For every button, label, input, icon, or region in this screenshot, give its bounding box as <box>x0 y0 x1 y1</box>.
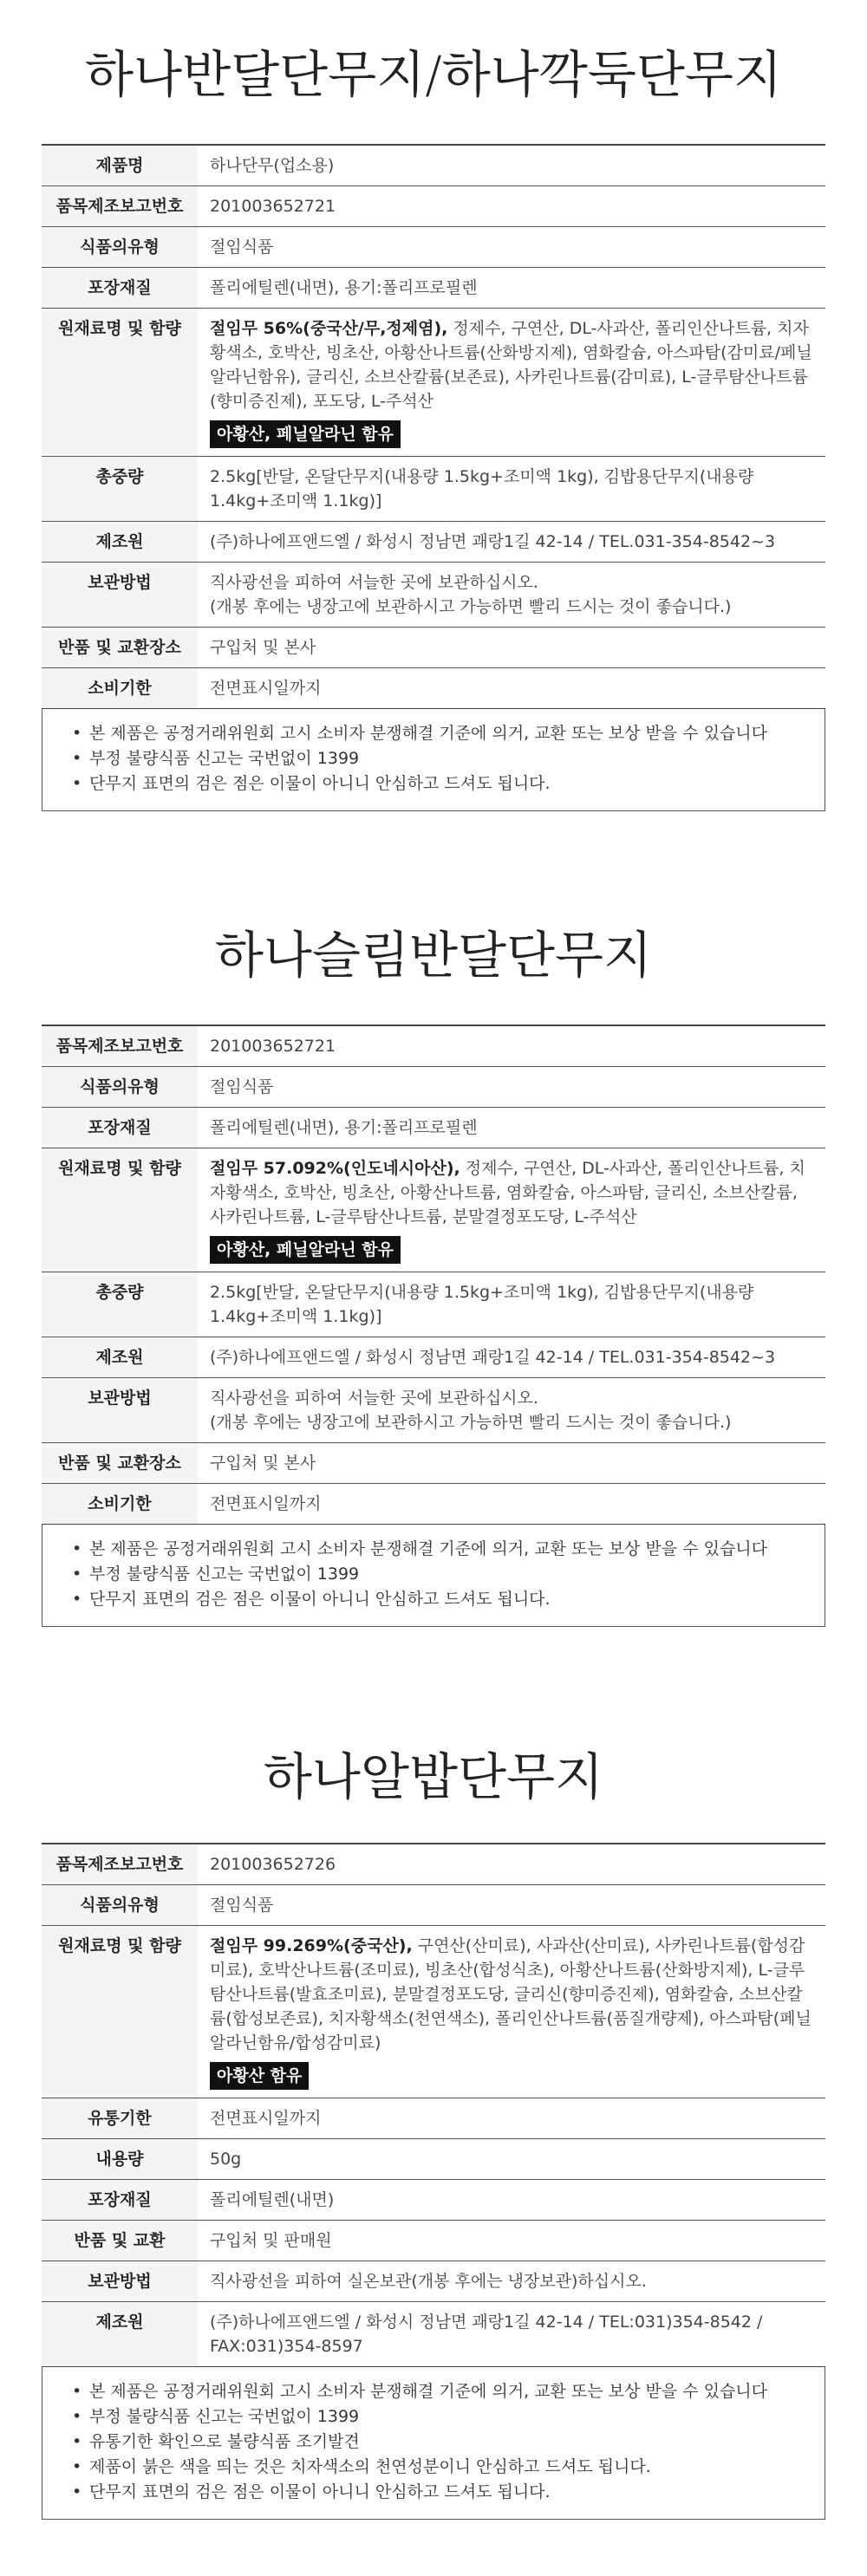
spec-label: 식품의유형 <box>42 1885 198 1926</box>
spec-value: 2.5kg[반달, 온달단무지(내용량 1.5kg+조미액 1kg), 김밥용단무지(내용량 1.4kg+조미액 1.1kg)] <box>198 457 825 522</box>
spec-row <box>42 1108 825 1148</box>
spec-row <box>42 1378 825 1443</box>
spec-value: 전면표시일까지 <box>198 1484 825 1525</box>
spec-label: 보관방법 <box>42 1378 198 1443</box>
allergen-badge: 아황산, 페닐알라닌 함유 <box>210 420 401 448</box>
spec-label: 제조원 <box>42 2302 198 2367</box>
spec-value: 폴리에틸렌(내면), 용기:폴리프로필렌 <box>198 268 825 309</box>
main-ingredient: 절임무 57.092%(인도네시아산), <box>210 1159 460 1178</box>
product-spec-table-2 <box>42 1025 825 1525</box>
notice-item: • 본 제품은 공정거래위원회 고시 소비자 분쟁해결 기준에 의거, 교환 또는 보상 받을 수 있습니다 <box>72 2379 804 2404</box>
allergen-badge: 아황산, 페닐알라닌 함유 <box>210 1236 401 1264</box>
spec-row <box>42 2221 825 2261</box>
spec-row <box>42 1067 825 1108</box>
product-spec-table-3 <box>42 1843 825 2367</box>
spec-row <box>42 2098 825 2139</box>
spec-value: 폴리에틸렌(내면) <box>198 2180 825 2221</box>
spec-row <box>42 1443 825 1484</box>
spec-label: 품목제조보고번호 <box>42 186 198 227</box>
product-spec-table-1 <box>42 144 825 709</box>
spec-label: 유통기한 <box>42 2098 198 2139</box>
spec-row <box>42 145 825 186</box>
spec-row <box>42 309 825 457</box>
ingredients-text: 정제수, 구연산, DL-사과산, 폴리인산나트륨, 치자황색소, 호박산, 빙초산, 아황산나트륨, 염화칼슘, 아스파탐, 글리신, 소브산칼륨, 사카린나트륨, L-글루탐산나트륨, 분말결정포도당, L-주석산 <box>210 1159 805 1226</box>
spec-label: 식품의유형 <box>42 1067 198 1108</box>
spec-label: 원재료명 및 함량 <box>42 1148 198 1272</box>
spec-row <box>42 1885 825 1926</box>
spec-row <box>42 2261 825 2302</box>
spec-label: 포장재질 <box>42 2180 198 2221</box>
spec-label: 제조원 <box>42 522 198 563</box>
spec-label: 반품 및 교환장소 <box>42 1443 198 1484</box>
spec-row <box>42 563 825 628</box>
spec-row <box>42 2302 825 2367</box>
ingredients-text: 정제수, 구연산, DL-사과산, 폴리인산나트륨, 치자황색소, 호박산, 빙초산, 아황산나트륨(산화방지제), 염화칼슘, 아스파탐(감미료/페닐알라닌함유), 글리신, 소브산칼륨(보존료), 사카린나트륨(감미료), L-글루탐산나트륨(향미증진제), 포도당, L-주석산 <box>210 319 812 411</box>
spec-value: (주)하나에프앤드엘 / 화성시 정남면 괘랑1길 42-14 / TEL:031)354-8542 / FAX:031)354-8597 <box>198 2302 825 2367</box>
spec-value: 폴리에틸렌(내면), 용기:폴리프로필렌 <box>198 1108 825 1148</box>
spec-label: 원재료명 및 함량 <box>42 309 198 457</box>
spec-row <box>42 1926 825 2098</box>
spec-value: 전면표시일까지 <box>198 2098 825 2139</box>
notice-box-1 <box>42 709 825 811</box>
notice-item: • 단무지 표면의 검은 점은 이물이 아니니 안심하고 드셔도 됩니다. <box>72 2480 804 2505</box>
spec-value: 직사광선을 피하여 서늘한 곳에 보관하십시오. (개봉 후에는 냉장고에 보관하시고 가능하면 빨리 드시는 것이 좋습니다.) <box>198 1378 825 1443</box>
notice-item: • 단무지 표면의 검은 점은 이물이 아니니 안심하고 드셔도 됩니다. <box>72 771 804 797</box>
spec-value: (주)하나에프앤드엘 / 화성시 정남면 괘랑1길 42-14 / TEL.031-354-8542~3 <box>198 522 825 563</box>
section-title-2: 하나슬림반달단무지 <box>214 926 653 985</box>
spec-label: 원재료명 및 함량 <box>42 1926 198 2098</box>
spec-value: 2.5kg[반달, 온달단무지(내용량 1.5kg+조미액 1kg), 김밥용단무지(내용량 1.4kg+조미액 1.1kg)] <box>198 1272 825 1337</box>
spec-value: 201003652721 <box>210 1037 336 1056</box>
spec-label: 포장재질 <box>42 268 198 309</box>
spec-value: 구입처 및 본사 <box>198 628 825 668</box>
notice-item: • 본 제품은 공정거래위원회 고시 소비자 분쟁해결 기준에 의거, 교환 또는 보상 받을 수 있습니다 <box>72 721 804 746</box>
spec-row <box>42 186 825 227</box>
spec-label: 식품의유형 <box>42 227 198 268</box>
spec-row <box>42 457 825 522</box>
product-info-section-1 <box>42 144 825 811</box>
product-info-section-3 <box>42 1843 825 2520</box>
spec-row <box>42 2139 825 2180</box>
spec-value: 절임식품 <box>198 1067 825 1108</box>
product-info-section-2 <box>42 1025 825 1627</box>
spec-label: 총중량 <box>42 457 198 522</box>
spec-row <box>42 268 825 309</box>
spec-value: (주)하나에프앤드엘 / 화성시 정남면 괘랑1길 42-14 / TEL.031-354-8542~3 <box>198 1337 825 1378</box>
spec-label: 반품 및 교환장소 <box>42 628 198 668</box>
spec-value: 하나단무(업소용) <box>210 156 335 175</box>
spec-value: 전면표시일까지 <box>198 668 825 709</box>
notice-box-3 <box>42 2367 825 2520</box>
spec-label: 소비기한 <box>42 668 198 709</box>
spec-value: 절임식품 <box>198 1885 825 1926</box>
spec-label: 소비기한 <box>42 1484 198 1525</box>
spec-value: 201003652726 <box>210 1855 336 1874</box>
main-ingredient: 절임무 99.269%(중국산), <box>210 1936 413 1955</box>
spec-label: 품목제조보고번호 <box>42 1025 198 1067</box>
notice-item: • 제품이 붉은 색을 띄는 것은 치자색소의 천연성분이니 안심하고 드셔도 됩니다. <box>72 2455 804 2480</box>
notice-item: • 유통기한 확인으로 불량식품 조기발견 <box>72 2430 804 2455</box>
spec-row <box>42 1148 825 1272</box>
spec-value: 직사광선을 피하여 실온보관(개봉 후에는 냉장보관)하십시오. <box>198 2261 825 2302</box>
spec-row <box>42 1025 825 1067</box>
spec-value: 절임식품 <box>198 227 825 268</box>
ingredients-value <box>198 1148 825 1272</box>
main-ingredient: 절임무 56%(중국산/무,정제염), <box>210 319 448 338</box>
spec-row <box>42 227 825 268</box>
notice-item: • 부정 불량식품 신고는 국번없이 1399 <box>72 1562 804 1587</box>
spec-value: 직사광선을 피하여 서늘한 곳에 보관하십시오. (개봉 후에는 냉장고에 보관하시고 가능하면 빨리 드시는 것이 좋습니다.) <box>198 563 825 628</box>
spec-row <box>42 1844 825 1885</box>
section-title-3: 하나알밥단무지 <box>263 1747 604 1806</box>
ingredients-value <box>198 1926 825 2098</box>
ingredients-text: 구연산(산미료), 사과산(산미료), 사카린나트륨(합성감미료), 호박산나트륨(조미료), 빙초산(합성식초), 아황산나트륨(산화방지제), L-글루탐산나트륨(발효조미료), 분말결정포도당, 글리신(향미증진제), 염화칼슘, 소브산칼륨(합성보존료), 치자황색소(천연색소), 폴리인산나트륨(품질개량제), 아스파탐(페닐알라닌함유/합성감미료) <box>210 1936 812 2052</box>
spec-label: 포장재질 <box>42 1108 198 1148</box>
spec-row <box>42 522 825 563</box>
spec-label: 총중량 <box>42 1272 198 1337</box>
notice-item: • 본 제품은 공정거래위원회 고시 소비자 분쟁해결 기준에 의거, 교환 또는 보상 받을 수 있습니다 <box>72 1537 804 1562</box>
spec-row <box>42 2180 825 2221</box>
allergen-badge: 아황산 함유 <box>210 2062 309 2090</box>
spec-label: 내용량 <box>42 2139 198 2180</box>
spec-row <box>42 1272 825 1337</box>
notice-item: • 부정 불량식품 신고는 국번없이 1399 <box>72 746 804 771</box>
notice-box-2 <box>42 1525 825 1627</box>
spec-value: 구입처 및 판매원 <box>198 2221 825 2261</box>
spec-row <box>42 1337 825 1378</box>
spec-value: 구입처 및 본사 <box>198 1443 825 1484</box>
notice-item: • 부정 불량식품 신고는 국번없이 1399 <box>72 2404 804 2430</box>
spec-row <box>42 628 825 668</box>
spec-label: 품목제조보고번호 <box>42 1844 198 1885</box>
spec-row <box>42 1484 825 1525</box>
ingredients-value <box>198 309 825 457</box>
spec-label: 제조원 <box>42 1337 198 1378</box>
spec-value: 201003652721 <box>198 186 825 227</box>
spec-row <box>42 668 825 709</box>
notice-item: • 단무지 표면의 검은 점은 이물이 아니니 안심하고 드셔도 됩니다. <box>72 1587 804 1612</box>
spec-label: 반품 및 교환 <box>42 2221 198 2261</box>
spec-label: 보관방법 <box>42 563 198 628</box>
spec-label: 보관방법 <box>42 2261 198 2302</box>
spec-label: 제품명 <box>42 145 198 186</box>
section-title-1: 하나반달단무지/하나깍둑단무지 <box>85 45 782 104</box>
spec-value: 50g <box>198 2139 825 2180</box>
